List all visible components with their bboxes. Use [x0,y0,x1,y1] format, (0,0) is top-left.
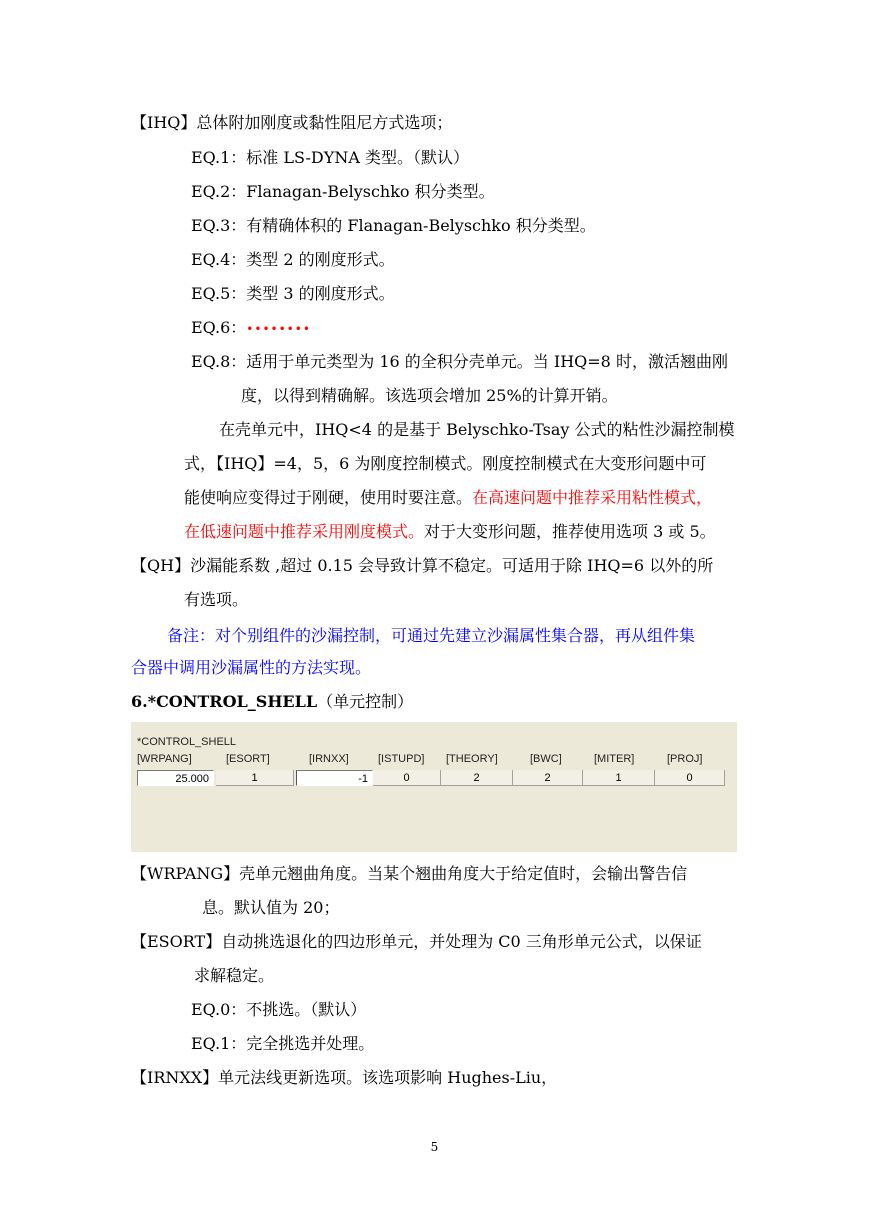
header-miter: [MITER] [594,753,635,765]
highlight-text: 在低速问题中推荐采用刚度模式。 [184,522,425,541]
esort-heading: 【ESORT】自动挑选退化的四边形单元，并处理为 C0 三角形单元公式，以保证 [131,932,702,951]
esort-option-1: EQ.1：完全挑选并处理。 [191,1034,375,1053]
note-line-2: 合器中调用沙漏属性的方法实现。 [131,658,372,677]
ihq-heading: 【IHQ】总体附加刚度或黏性阻尼方式选项； [131,113,453,132]
header-theory: [THEORY] [446,753,498,765]
proj-select[interactable]: 0 [655,770,725,786]
ihq-paragraph-line-2: 式，【IHQ】=4，5，6 为刚度控制模式。刚度控制模式在大变形问题中可 [184,454,707,473]
header-bwc: [BWC] [530,753,562,765]
irnxx-input[interactable]: -1 [296,770,373,786]
ihq-paragraph-line-3 [184,488,712,508]
bwc-select[interactable]: 2 [513,770,583,786]
paragraph-text: 对于大变形问题，推荐使用选项 3 或 5。 [424,522,716,541]
ihq-paragraph-line-1: 在壳单元中，IHQ<4 的是基于 Belyschko-Tsay 公式的粘性沙漏控制模 [219,420,735,439]
wrpang-heading: 【WRPANG】壳单元翘曲角度。当某个翘曲角度大于给定值时，会输出警告信 [131,864,688,883]
miter-select[interactable]: 1 [583,770,655,786]
qh-heading-cont: 有选项。 [184,590,249,609]
ihq-option-4: EQ.4：类型 2 的刚度形式。 [191,250,395,269]
ihq-option-6-prefix: EQ.6： [191,318,247,337]
esort-option-0: EQ.0：不挑选。（默认） [191,1000,367,1019]
ihq-option-5: EQ.5：类型 3 的刚度形式。 [191,284,395,303]
header-istupd: [ISTUPD] [378,753,425,765]
theory-select[interactable]: 2 [441,770,513,786]
ihq-option-6 [191,318,311,339]
ihq-option-6-dots: •••••••• [246,322,311,336]
ihq-option-8: EQ.8：适用于单元类型为 16 的全积分壳单元。当 IHQ=8 时，激活翘曲刚 [191,352,728,371]
wrpang-heading-cont: 息。默认值为 20； [202,898,340,917]
paragraph-text: 能使响应变得过于刚硬，使用时要注意。 [184,488,473,507]
qh-heading: 【QH】沙漏能系数 ,超过 0.15 会导致计算不稳定。可适用于除 IHQ=6 以外的所 [131,556,714,575]
note-line-1: 备注：对个别组件的沙漏控制，可通过先建立沙漏属性集合器，再从组件集 [167,626,696,645]
highlight-text: 在高速问题中推荐采用粘性模式， [472,488,713,507]
header-esort: [ESORT] [226,753,270,765]
esort-heading-cont: 求解稳定。 [194,966,275,985]
ihq-option-1: EQ.1：标准 LS-DYNA 类型。（默认） [191,148,469,167]
section-heading [131,692,413,712]
section-subtitle: （单元控制） [317,692,414,711]
page-number: 5 [430,1140,439,1154]
control-shell-panel [131,722,737,852]
istupd-select[interactable]: 0 [373,770,441,786]
panel-title: *CONTROL_SHELL [137,736,237,748]
section-title: 6.*CONTROL_SHELL [131,692,318,711]
esort-select[interactable]: 1 [216,770,294,786]
ihq-option-3: EQ.3：有精确体积的 Flanagan-Belyschko 积分类型。 [191,216,596,235]
header-irnxx: [IRNXX] [309,753,349,765]
wrpang-input[interactable]: 25.000 [137,770,214,786]
ihq-paragraph-line-4 [184,522,716,542]
header-proj: [PROJ] [667,753,703,765]
ihq-option-2: EQ.2：Flanagan-Belyschko 积分类型。 [191,182,495,201]
header-wrpang: [WRPANG] [137,753,192,765]
ihq-option-8-cont: 度，以得到精确解。该选项会增加 25%的计算开销。 [241,386,618,405]
irnxx-heading: 【IRNXX】单元法线更新选项。该选项影响 Hughes-Liu， [131,1068,558,1087]
